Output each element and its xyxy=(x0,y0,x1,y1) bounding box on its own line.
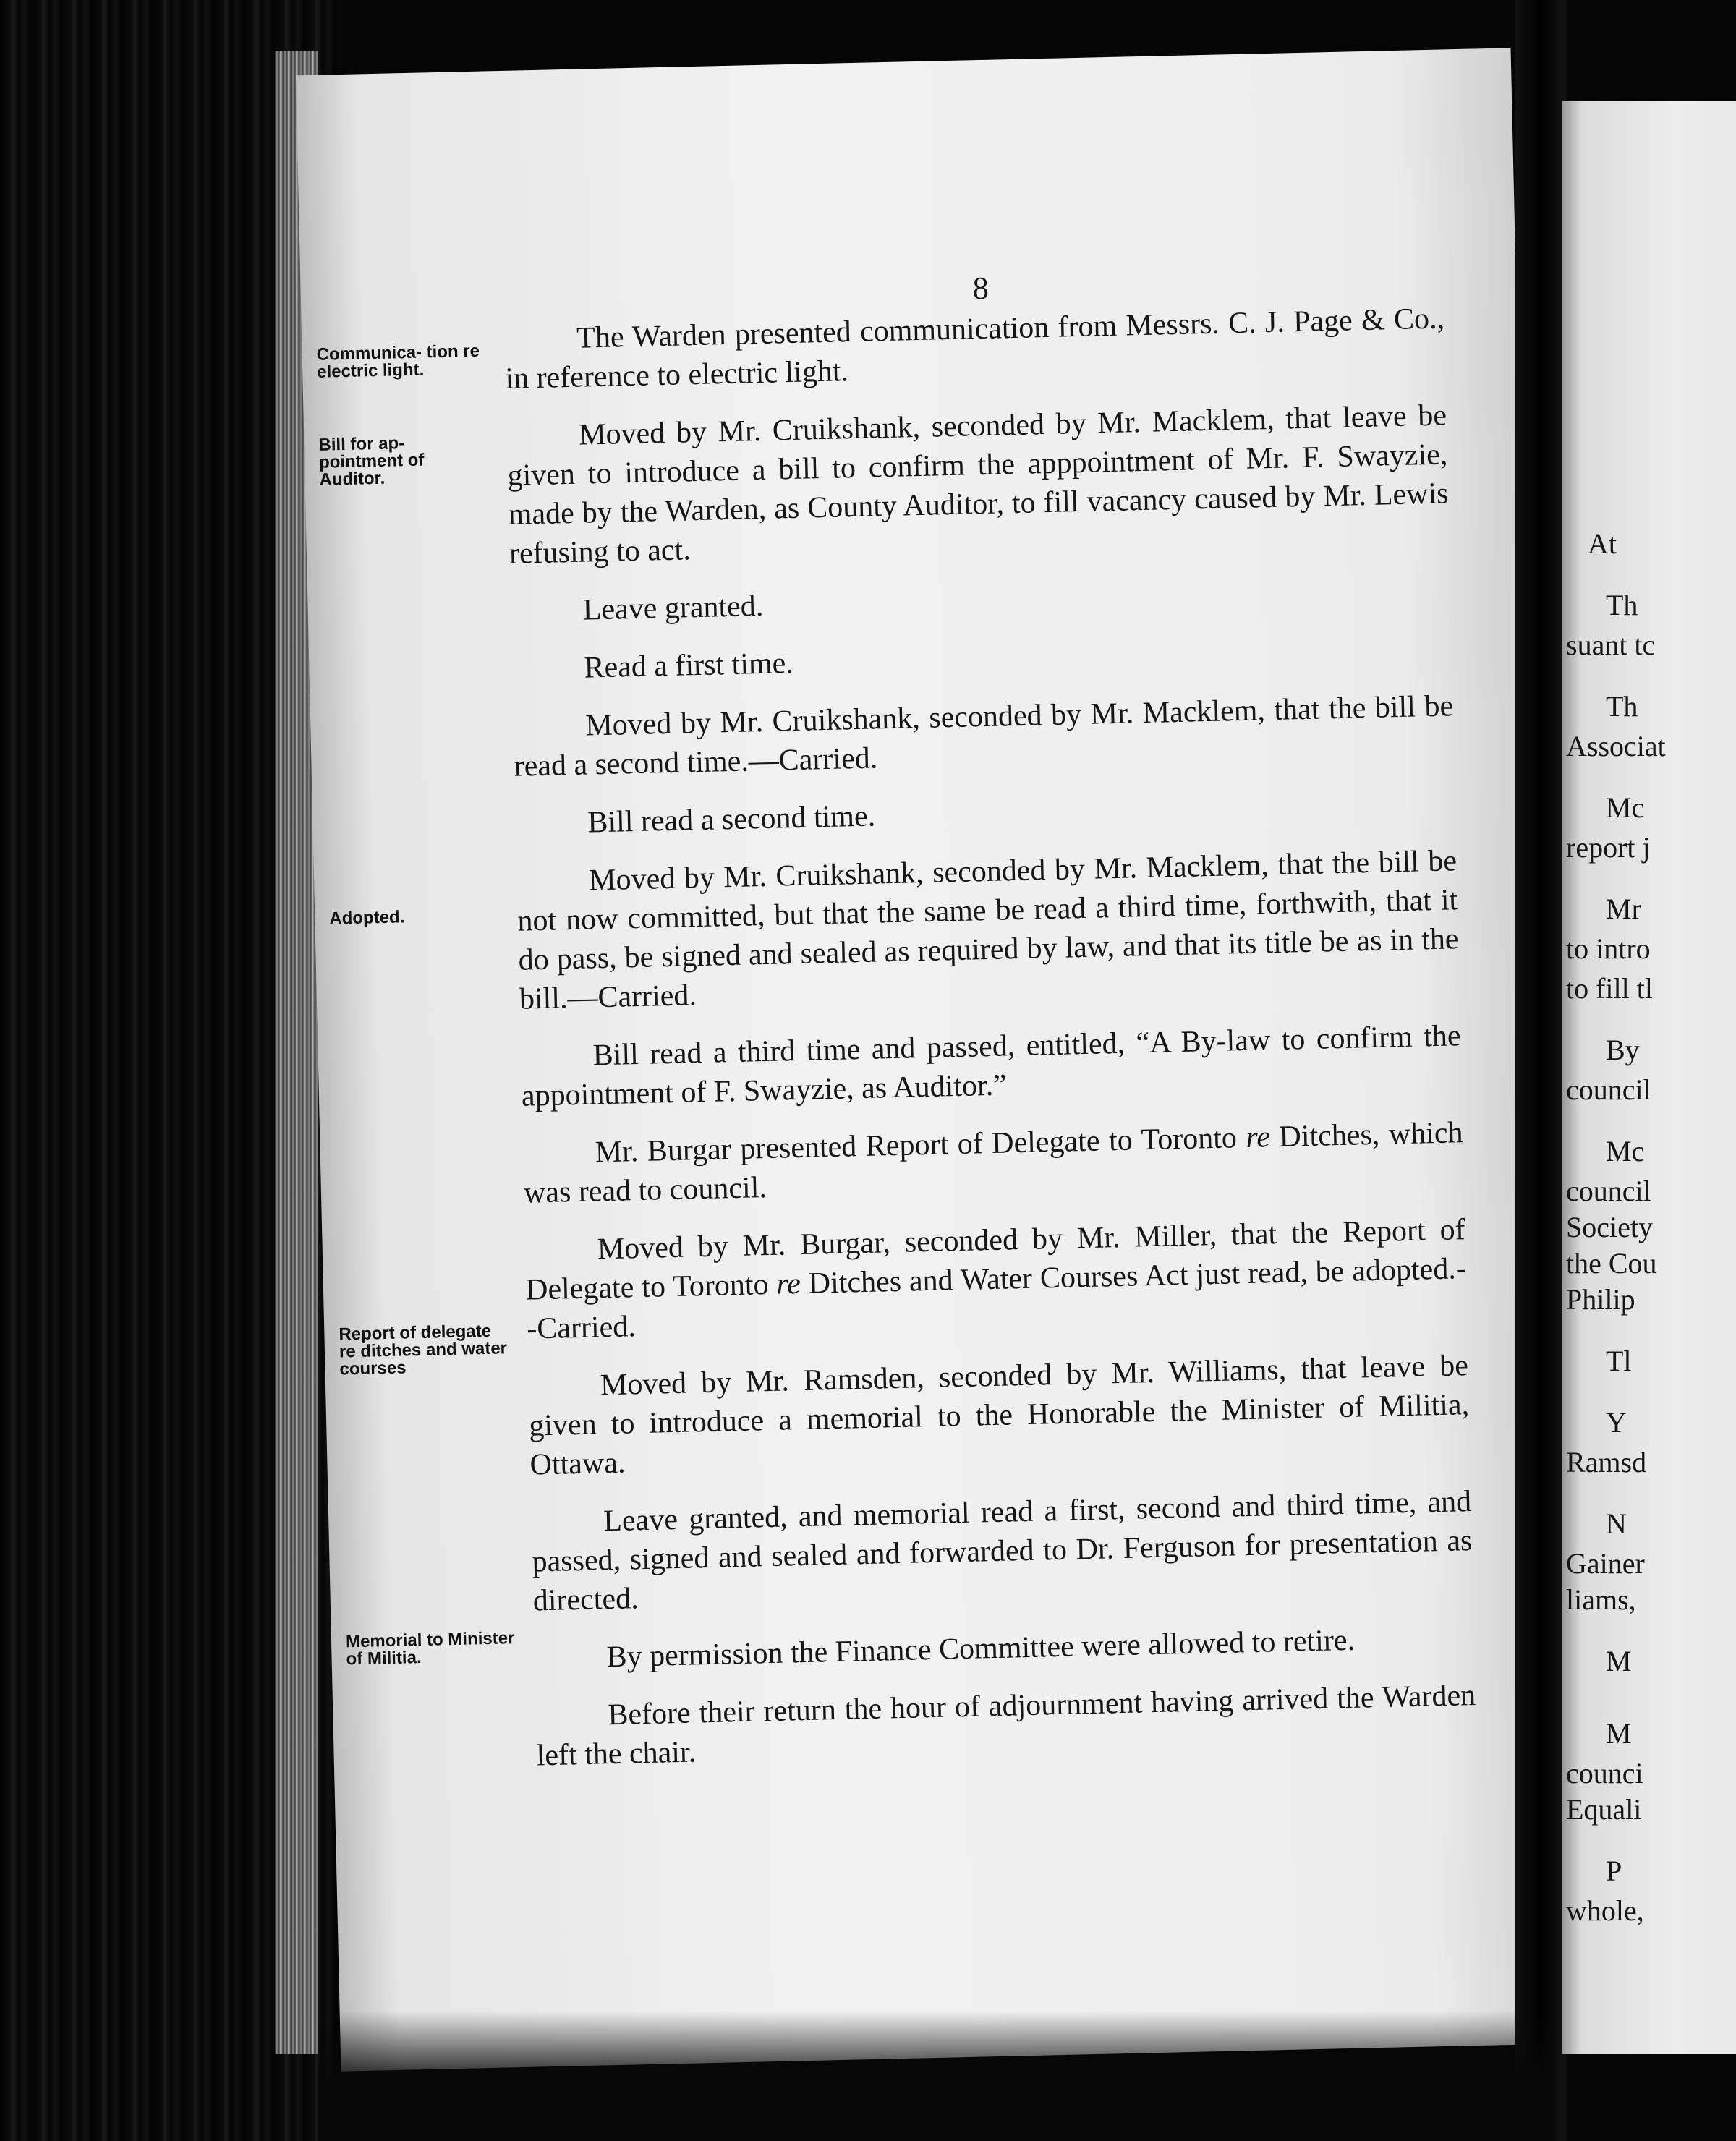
paragraph-electric-light: The Warden presented communication from Messrs. C. J. Page & Co., in reference to electric light. xyxy=(504,302,1445,396)
right-line: By xyxy=(1606,1034,1640,1066)
paragraph-memorial-motion: Moved by Mr. Ramsden, seconded by Mr. Williams, that leave be given to introduce a memorial to the Honorable the Minister of Militia, Ottawa. xyxy=(528,1349,1470,1482)
paragraph-bylaw-passed: Bill read a third time and passed, entitled, “A By-law to confirm the appointment of F. Swayzie, as Auditor.” xyxy=(521,1019,1461,1113)
right-line: M xyxy=(1606,1717,1632,1750)
paragraph-memorial-passed: Leave granted, and memorial read a first, second and third time, and passed, signed and sealed and forwarded to Dr. Ferguson for presentation as directed. xyxy=(532,1485,1473,1618)
right-line: to intro xyxy=(1566,932,1651,965)
right-line: At xyxy=(1588,527,1617,560)
right-line: council xyxy=(1566,1073,1651,1106)
right-line: Mc xyxy=(1606,1135,1645,1167)
page-number: 8 xyxy=(972,270,990,307)
right-line: P xyxy=(1606,1855,1622,1887)
right-line: to fill tl xyxy=(1566,972,1653,1005)
right-line: Tl xyxy=(1606,1345,1632,1377)
paragraph-auditor-motion: Moved by Mr. Cruikshank, seconded by Mr. Macklem, that leave be given to introduce a bill to confirm the apppointment of Mr. F. Swayzie, made by the Warden, as County Auditor, to fill vacancy caused by Mr. Lewis refusing to act. xyxy=(507,399,1449,571)
right-line: report j xyxy=(1566,831,1651,864)
paragraph-leave-granted: Leave granted. xyxy=(582,589,764,627)
right-line: the Cou xyxy=(1566,1247,1657,1280)
text-span: Mr. Burgar presented Report of Delegate to Toronto xyxy=(595,1120,1246,1170)
paragraph-report-adopted xyxy=(524,1210,1467,1348)
right-line: Mr xyxy=(1606,893,1641,925)
paragraph-first-reading: Read a first time. xyxy=(584,647,794,685)
right-line: N xyxy=(1606,1507,1627,1540)
text-span: Ditches, which was read to council. xyxy=(523,1116,1463,1210)
paragraph-second-reading: Bill read a second time. xyxy=(587,799,876,840)
paragraph-finance-committee: By permission the Finance Committee were allowed to retire. xyxy=(606,1623,1356,1674)
right-line: Mc xyxy=(1606,791,1645,824)
right-line: liams, xyxy=(1566,1583,1636,1616)
right-line: suant tc xyxy=(1566,629,1656,661)
right-line: M xyxy=(1606,1645,1632,1677)
margin-note-ditches-report: Report of delegate re ditches and water courses xyxy=(339,1321,508,1379)
right-line: Society xyxy=(1566,1211,1653,1243)
page-body xyxy=(504,299,1478,1794)
right-line: Associat xyxy=(1566,730,1666,762)
right-line: Th xyxy=(1606,589,1638,621)
margin-note-electric-light: Communica- tion re electric light. xyxy=(316,341,480,382)
right-line: Y xyxy=(1606,1406,1627,1439)
text-span: Ditches and Water Courses Act just read, be adopted.- -Carried. xyxy=(526,1252,1467,1346)
paragraph-delegate-report xyxy=(522,1113,1464,1212)
right-line: Philip xyxy=(1566,1283,1635,1316)
margin-note-auditor-bill: Bill for ap- pointment of Auditor. xyxy=(318,433,425,490)
text-span: Moved by Mr. Burgar, seconded by Mr. Miller, that the Report of Delegate to Toronto xyxy=(525,1213,1466,1307)
right-line: counci xyxy=(1566,1757,1643,1789)
right-line: whole, xyxy=(1566,1894,1644,1927)
paragraph-third-reading-motion: Moved by Mr. Cruikshank, seconded by Mr. Macklem, that the bill be not now committed, but that the same be read a third time, forthwith, that it do pass, be signed and sealed as required by law, and that its title be as in the bill.—Carried. xyxy=(516,844,1459,1016)
italic-re: re xyxy=(775,1267,801,1301)
italic-re: re xyxy=(1245,1120,1271,1154)
page-bottom-shadow xyxy=(318,2011,1548,2141)
left-page-content xyxy=(296,48,1556,2071)
margin-note-adopted: Adopted. xyxy=(329,907,405,929)
right-line: Gainer xyxy=(1566,1547,1645,1580)
paragraph-second-reading-motion: Moved by Mr. Cruikshank, seconded by Mr. Macklem, that the bill be read a second time.—Carried. xyxy=(514,689,1454,783)
right-line: Th xyxy=(1606,690,1638,723)
right-line: council xyxy=(1566,1175,1651,1207)
right-page-fragments xyxy=(1566,101,1736,2054)
margin-note-militia-memorial: Memorial to Minister of Militia. xyxy=(345,1628,515,1669)
right-line: Ramsd xyxy=(1566,1446,1647,1478)
paragraph-adjournment: Before their return the hour of adjournment having arrived the Warden left the chair. xyxy=(536,1678,1476,1773)
right-line: Equali xyxy=(1566,1793,1642,1826)
